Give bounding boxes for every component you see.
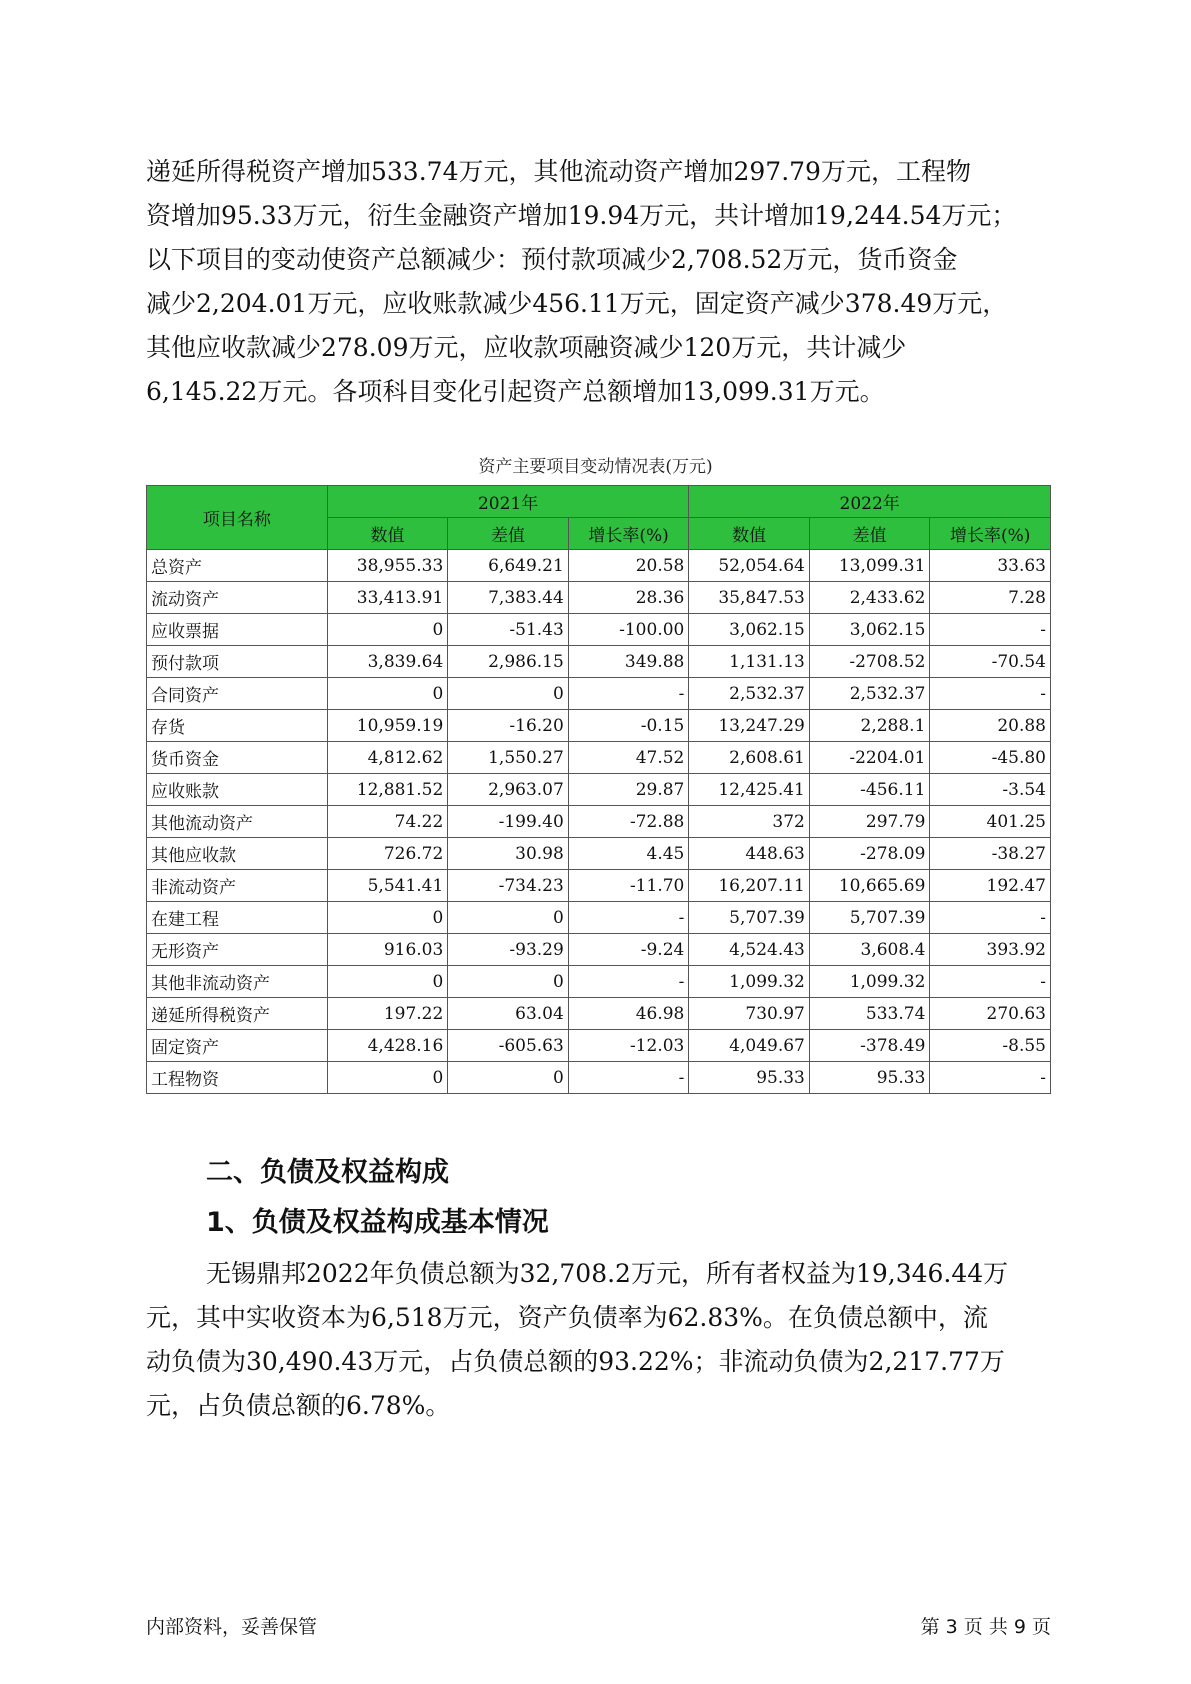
- row-item-name: 其他应收款: [147, 838, 328, 870]
- table-cell: 95.33: [689, 1062, 810, 1094]
- table-row: [147, 550, 1051, 582]
- table-cell: -12.03: [568, 1030, 689, 1062]
- table-cell: 2,963.07: [448, 774, 569, 806]
- section-heading: 二、负债及权益构成: [206, 1157, 449, 1188]
- table-cell: 393.92: [930, 934, 1051, 966]
- table-cell: 3,839.64: [327, 646, 448, 678]
- row-item-name: 合同资产: [147, 678, 328, 710]
- table-cell: 2,532.37: [809, 678, 930, 710]
- sub-header-diff: 差值: [448, 518, 569, 550]
- row-item-name: 预付款项: [147, 646, 328, 678]
- table-cell: 4.45: [568, 838, 689, 870]
- assets-change-table: [146, 485, 1051, 1094]
- sub-header-value: 数值: [327, 518, 448, 550]
- row-item-name: 存货: [147, 710, 328, 742]
- table-cell: 0: [448, 1062, 569, 1094]
- table-cell: 13,099.31: [809, 550, 930, 582]
- table-row: [147, 934, 1051, 966]
- table-cell: 47.52: [568, 742, 689, 774]
- table-cell: -: [568, 678, 689, 710]
- table-cell: 16,207.11: [689, 870, 810, 902]
- table-cell: 4,524.43: [689, 934, 810, 966]
- row-item-name: 固定资产: [147, 1030, 328, 1062]
- table-cell: 2,608.61: [689, 742, 810, 774]
- row-item-name: 工程物资: [147, 1062, 328, 1094]
- table-cell: -9.24: [568, 934, 689, 966]
- table-cell: 29.87: [568, 774, 689, 806]
- table-cell: 2,288.1: [809, 710, 930, 742]
- table-cell: 1,099.32: [809, 966, 930, 998]
- table-row: [147, 742, 1051, 774]
- table-cell: 0: [327, 1062, 448, 1094]
- table-cell: 349.88: [568, 646, 689, 678]
- table-cell: 401.25: [930, 806, 1051, 838]
- table-row: [147, 838, 1051, 870]
- table-cell: 0: [448, 678, 569, 710]
- table-cell: 10,665.69: [809, 870, 930, 902]
- table-cell: 1,550.27: [448, 742, 569, 774]
- table-cell: 270.63: [930, 998, 1051, 1030]
- table-cell: 7,383.44: [448, 582, 569, 614]
- table-cell: -93.29: [448, 934, 569, 966]
- table-cell: -3.54: [930, 774, 1051, 806]
- table-cell: 372: [689, 806, 810, 838]
- table-cell: 4,812.62: [327, 742, 448, 774]
- table-row: [147, 774, 1051, 806]
- table-cell: -605.63: [448, 1030, 569, 1062]
- row-item-name: 在建工程: [147, 902, 328, 934]
- table-cell: 0: [448, 902, 569, 934]
- table-cell: 192.47: [930, 870, 1051, 902]
- table-cell: 46.98: [568, 998, 689, 1030]
- table-cell: 20.58: [568, 550, 689, 582]
- table-cell: -378.49: [809, 1030, 930, 1062]
- sub-header-diff: 差值: [809, 518, 930, 550]
- table-cell: 533.74: [809, 998, 930, 1030]
- table-cell: -734.23: [448, 870, 569, 902]
- table-cell: 63.04: [448, 998, 569, 1030]
- table-cell: 0: [327, 902, 448, 934]
- table-cell: 448.63: [689, 838, 810, 870]
- table-cell: 297.79: [809, 806, 930, 838]
- table-cell: 95.33: [809, 1062, 930, 1094]
- row-item-name: 其他非流动资产: [147, 966, 328, 998]
- table-cell: 5,707.39: [689, 902, 810, 934]
- table-cell: -: [930, 678, 1051, 710]
- table-row: [147, 614, 1051, 646]
- table-cell: -: [930, 966, 1051, 998]
- table-cell: 2,986.15: [448, 646, 569, 678]
- table-cell: -11.70: [568, 870, 689, 902]
- table-cell: -0.15: [568, 710, 689, 742]
- table-cell: -16.20: [448, 710, 569, 742]
- table-cell: -: [568, 902, 689, 934]
- sub-header-growth: 增长率(%): [930, 518, 1051, 550]
- row-item-name: 货币资金: [147, 742, 328, 774]
- body-paragraph-liabilities: 无锡鼎邦2022年负债总额为32,708.2万元，所有者权益为19,346.44万 元，其中实收资本为6,518万元，资产负债率为62.83%。在负债总额中，流 动负债为30,490.43万元，占负债总额的93.22%；非流动负债为2,217.77万 元，占负债总额的6.78%。: [146, 1259, 1009, 1420]
- table-cell: -: [930, 614, 1051, 646]
- table-cell: -456.11: [809, 774, 930, 806]
- table-cell: 20.88: [930, 710, 1051, 742]
- table-cell: -38.27: [930, 838, 1051, 870]
- table-cell: -: [930, 1062, 1051, 1094]
- footer-confidential-note: 内部资料，妥善保管: [146, 1616, 318, 1638]
- row-item-name: 应收票据: [147, 614, 328, 646]
- table-cell: 12,881.52: [327, 774, 448, 806]
- table-row: [147, 806, 1051, 838]
- table-cell: -8.55: [930, 1030, 1051, 1062]
- body-paragraph-assets-change: 递延所得税资产增加533.74万元，其他流动资产增加297.79万元，工程物 资增加95.33万元，衍生金融资产增加19.94万元，共计增加19,244.54万元； 以下项目的变动使资产总额减少：预付款项减少2,708.52万元，货币资金 减少2,204.01万元，应收账款减少456.11万元，固定资产减少378.49万元， 其他应收款减少278.09万元，应收款项融资减少120万元，共计减少 6,145.22万元。各项科目变化引起资产总额增加13,099.31万元。: [146, 157, 1017, 406]
- row-item-name: 非流动资产: [147, 870, 328, 902]
- row-item-name: 递延所得税资产: [147, 998, 328, 1030]
- table-cell: 74.22: [327, 806, 448, 838]
- table-cell: -278.09: [809, 838, 930, 870]
- table-cell: -72.88: [568, 806, 689, 838]
- table-cell: 33.63: [930, 550, 1051, 582]
- table-cell: 38,955.33: [327, 550, 448, 582]
- row-item-name: 应收账款: [147, 774, 328, 806]
- table-cell: 2,532.37: [689, 678, 810, 710]
- table-cell: -70.54: [930, 646, 1051, 678]
- table-cell: -199.40: [448, 806, 569, 838]
- table-cell: 1,099.32: [689, 966, 810, 998]
- table-cell: 0: [448, 966, 569, 998]
- table-cell: 4,049.67: [689, 1030, 810, 1062]
- table-cell: 33,413.91: [327, 582, 448, 614]
- table-row: [147, 998, 1051, 1030]
- table-cell: 197.22: [327, 998, 448, 1030]
- footer-page-number: 第 3 页 共 9 页: [920, 1616, 1051, 1638]
- table-cell: 13,247.29: [689, 710, 810, 742]
- table-cell: 5,707.39: [809, 902, 930, 934]
- col-header-item-name: 项目名称: [147, 486, 328, 550]
- table-row: [147, 710, 1051, 742]
- col-header-year-2022: 2022年: [689, 486, 1051, 518]
- table-cell: 6,649.21: [448, 550, 569, 582]
- table-row: [147, 902, 1051, 934]
- table-cell: 0: [327, 678, 448, 710]
- table-cell: -: [930, 902, 1051, 934]
- row-item-name: 其他流动资产: [147, 806, 328, 838]
- table-cell: 730.97: [689, 998, 810, 1030]
- table-body: [147, 550, 1051, 1094]
- table-cell: 3,062.15: [689, 614, 810, 646]
- table-row: [147, 966, 1051, 998]
- table-row: [147, 582, 1051, 614]
- table-cell: -: [568, 1062, 689, 1094]
- table-row: [147, 646, 1051, 678]
- table-cell: 52,054.64: [689, 550, 810, 582]
- table-cell: 30.98: [448, 838, 569, 870]
- subsection-heading: 1、负债及权益构成基本情况: [206, 1207, 549, 1238]
- table-row: [147, 870, 1051, 902]
- table-cell: 2,433.62: [809, 582, 930, 614]
- table-cell: 726.72: [327, 838, 448, 870]
- table-cell: 3,608.4: [809, 934, 930, 966]
- table-cell: 4,428.16: [327, 1030, 448, 1062]
- table-cell: 916.03: [327, 934, 448, 966]
- table-cell: 12,425.41: [689, 774, 810, 806]
- table-cell: 28.36: [568, 582, 689, 614]
- sub-header-value: 数值: [689, 518, 810, 550]
- sub-header-growth: 增长率(%): [568, 518, 689, 550]
- table-cell: 35,847.53: [689, 582, 810, 614]
- table-cell: -2204.01: [809, 742, 930, 774]
- table-cell: 0: [327, 614, 448, 646]
- table-cell: 5,541.41: [327, 870, 448, 902]
- col-header-year-2021: 2021年: [327, 486, 689, 518]
- table-cell: -: [568, 966, 689, 998]
- row-item-name: 流动资产: [147, 582, 328, 614]
- table-cell: -51.43: [448, 614, 569, 646]
- table-cell: -100.00: [568, 614, 689, 646]
- table-row: [147, 678, 1051, 710]
- table-cell: 0: [327, 966, 448, 998]
- table-cell: 7.28: [930, 582, 1051, 614]
- table-cell: -45.80: [930, 742, 1051, 774]
- table-cell: -2708.52: [809, 646, 930, 678]
- table-row: [147, 1062, 1051, 1094]
- table-cell: 1,131.13: [689, 646, 810, 678]
- table-cell: 10,959.19: [327, 710, 448, 742]
- table-caption: 资产主要项目变动情况表(万元): [478, 457, 713, 477]
- table-row: [147, 1030, 1051, 1062]
- table-cell: 3,062.15: [809, 614, 930, 646]
- row-item-name: 总资产: [147, 550, 328, 582]
- row-item-name: 无形资产: [147, 934, 328, 966]
